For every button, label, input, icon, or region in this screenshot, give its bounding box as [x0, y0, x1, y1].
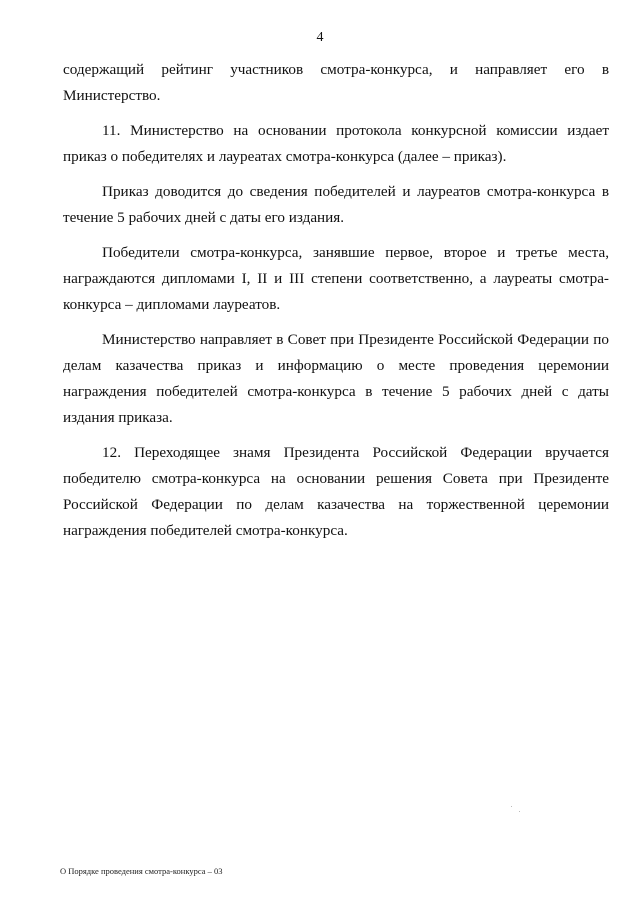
document-body	[63, 57, 609, 553]
scan-speck	[519, 811, 520, 812]
paragraph-diplomas: Победители смотра-конкурса, занявшие первое, второе и третье места, награждаются дипломами I, II и III степени соответственно, а лауреаты смотра-конкурса – дипломами лауреатов.	[63, 244, 609, 313]
paragraph-item-12: 12. Переходящее знамя Президента Российской Федерации вручается победителю смотра-конкурса на основании решения Совета при Президенте Российской Федерации по делам казачества на торжественной церемонии награждения победителей смотра-конкурса.	[63, 444, 609, 539]
paragraph-order-notice: Приказ доводится до сведения победителей и лауреатов смотра-конкурса в течение 5 рабочих дней с даты его издания.	[63, 183, 609, 226]
scan-speck	[511, 806, 512, 807]
footer-note: О Порядке проведения смотра-конкурса – 03	[60, 866, 223, 876]
paragraph-item-11: 11. Министерство на основании протокола конкурсной комиссии издает приказ о победителях и лауреатах смотра-конкурса (далее – приказ).	[63, 122, 609, 165]
paragraph-ministry-council: Министерство направляет в Совет при Президенте Российской Федерации по делам казачества приказ и информацию о месте проведения церемонии награждения победителей смотра-конкурса в течение 5 рабочих дней с даты издания приказа.	[63, 331, 609, 426]
page-number: 4	[316, 30, 324, 45]
paragraph-continuation: содержащий рейтинг участников смотра-конкурса, и направляет его в Министерство.	[63, 61, 609, 104]
